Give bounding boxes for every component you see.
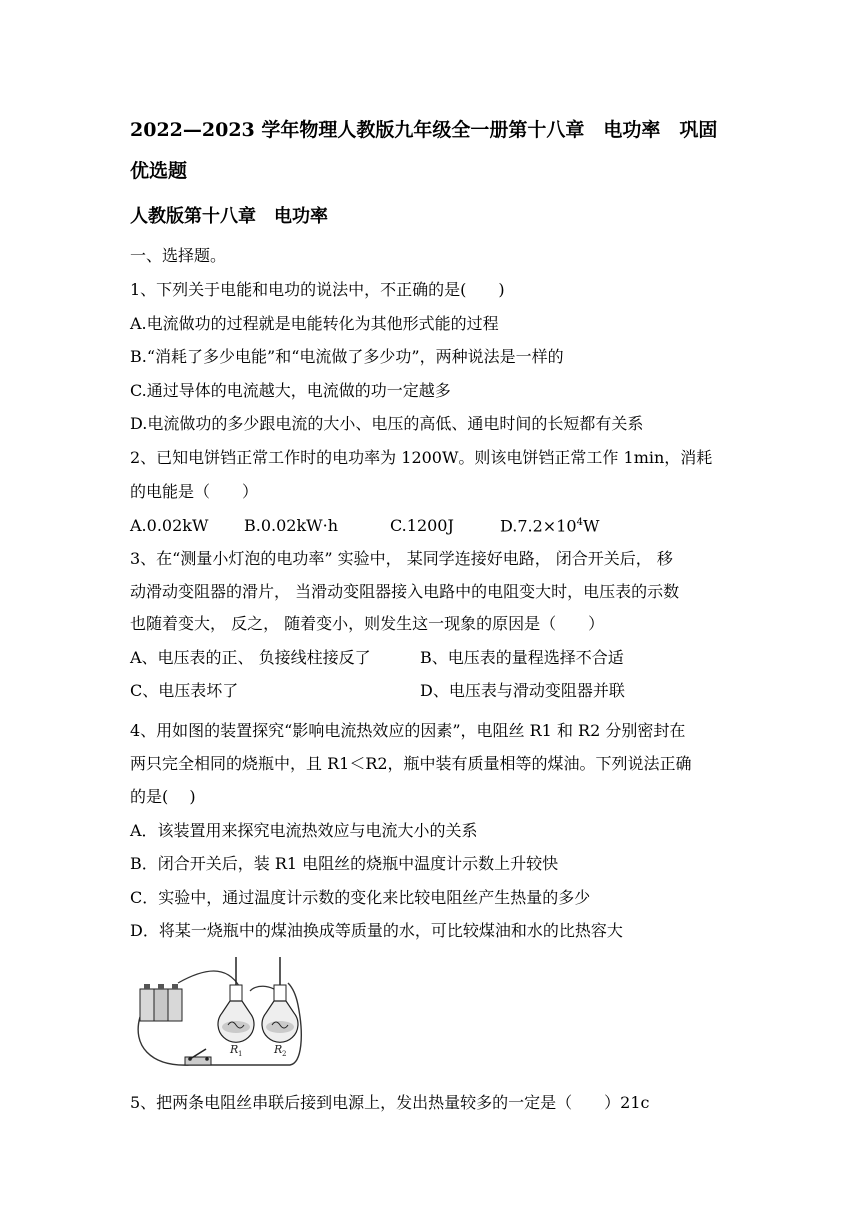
- chapter-subtitle: 人教版第十八章 电功率: [130, 206, 328, 227]
- q1-option-a: A.电流做功的过程就是电能转化为其他形式能的过程: [130, 314, 499, 333]
- apparatus-figure: [130, 955, 305, 1071]
- battery-pack: [140, 984, 182, 1021]
- q2-option-d: [500, 518, 599, 534]
- q4-option-c: C．实验中，通过温度计示数的变化来比较电阻丝产生热量的多少: [130, 888, 591, 907]
- label-r1-subscript: 1: [238, 1050, 243, 1058]
- q3-stem-line3: 也随着变大， 反之， 随着变小，则发生这一现象的原因是（ ）: [130, 614, 605, 633]
- q4-option-a: A．该装置用来探究电流热效应与电流大小的关系: [130, 821, 478, 840]
- q2-option-b: B.0.02kW·h: [244, 516, 338, 535]
- q2-option-d-unit: W: [582, 516, 600, 536]
- label-r1: R: [230, 1043, 239, 1056]
- q3-option-a: A、电压表的正、 负接线柱接反了: [130, 648, 371, 667]
- q2-option-d-exponent: 4: [576, 517, 583, 528]
- q3-option-d: D、电压表与滑动变阻器并联: [420, 681, 625, 700]
- q3-stem-line2: 动滑动变阻器的滑片， 当滑动变阻器接入电路中的电阻变大时，电压表的示数: [130, 582, 680, 601]
- q2-option-c: C.1200J: [390, 516, 454, 535]
- label-r2: R: [274, 1043, 283, 1056]
- q2-option-a: A.0.02kW: [130, 516, 209, 535]
- doc-title-line2: 优选题: [130, 160, 188, 182]
- q4-stem-line3: 的是( ): [130, 787, 196, 806]
- q2-option-d-value: D.7.2×10: [500, 516, 577, 536]
- q3-options-row1: [130, 650, 740, 666]
- q1-stem: 1、下列关于电能和电功的说法中，不正确的是( ): [130, 280, 505, 299]
- q3-stem-line1: 3、在“测量小灯泡的电功率” 实验中， 某同学连接好电路， 闭合开关后， 移: [130, 549, 673, 568]
- q3-options-row2: [130, 683, 740, 699]
- q3-option-c: C、电压表坏了: [130, 681, 239, 700]
- q1-option-c: C.通过导体的电流越大，电流做的功一定越多: [130, 381, 451, 400]
- label-r2-subscript: 2: [282, 1050, 287, 1058]
- q4-option-d: D．将某一烧瓶中的煤油换成等质量的水，可比较煤油和水的比热容大: [130, 921, 623, 940]
- doc-title-line1: 2022—2023 学年物理人教版九年级全一册第十八章 电功率 巩固: [130, 119, 718, 141]
- section-heading: 一、选择题。: [130, 246, 227, 265]
- q5-stem: 5、把两条电阻丝串联后接到电源上，发出热量较多的一定是（ ）21c: [130, 1093, 650, 1112]
- q1-option-b: B.“消耗了多少电能”和“电流做了多少功”，两种说法是一样的: [130, 347, 564, 366]
- switch: [185, 1049, 211, 1065]
- q2-stem-line2: 的电能是（ ）: [130, 482, 259, 501]
- q1-option-d: D.电流做功的多少跟电流的大小、电压的高低、通电时间的长短都有关系: [130, 414, 644, 433]
- q2-stem-line1: 2、已知电饼铛正常工作时的电功率为 1200W。则该电饼铛正常工作 1min，消耗: [130, 448, 713, 467]
- q4-stem-line2: 两只完全相同的烧瓶中，且 R1＜R2，瓶中装有质量相等的煤油。下列说法正确: [130, 754, 692, 773]
- flask-r2: [262, 957, 298, 1042]
- q4-option-b: B．闭合开关后，装 R1 电阻丝的烧瓶中温度计示数上升较快: [130, 854, 559, 873]
- q3-option-b: B、电压表的量程选择不合适: [420, 648, 624, 667]
- flask-r1: [218, 957, 254, 1042]
- q4-stem-line1: 4、用如图的装置探究“影响电流热效应的因素”，电阻丝 R1 和 R2 分别密封在: [130, 721, 686, 740]
